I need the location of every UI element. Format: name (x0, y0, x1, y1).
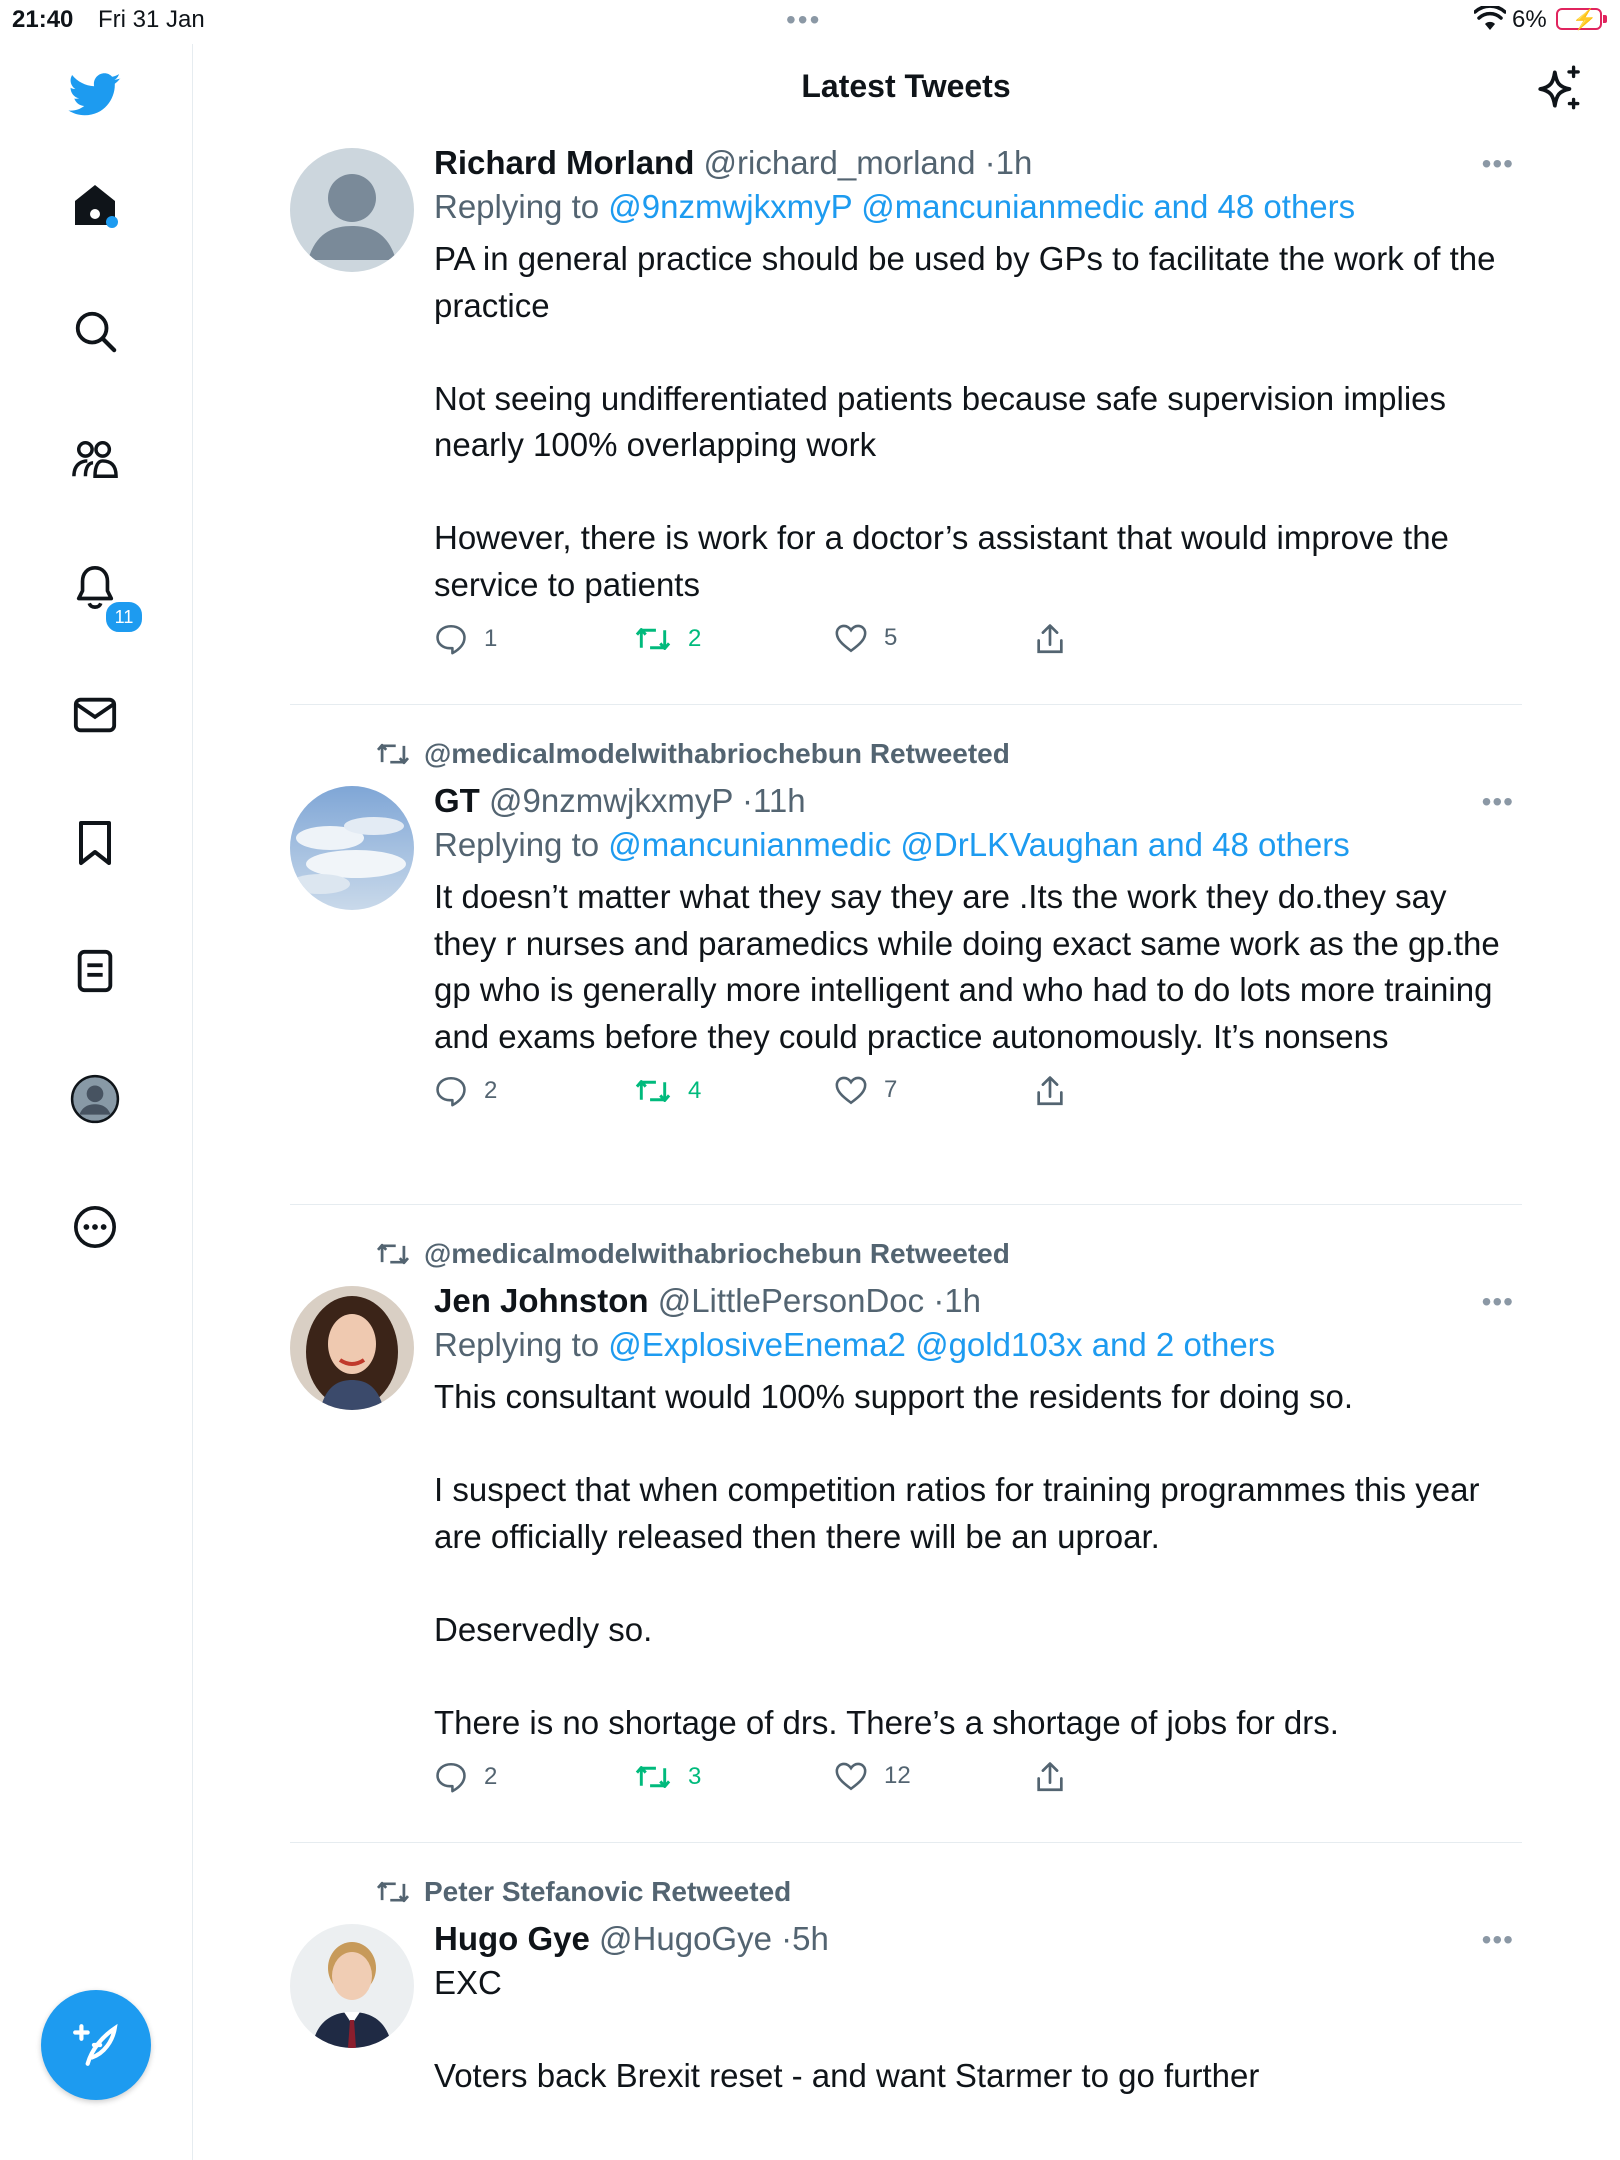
tweet-time: 1h (995, 144, 1033, 181)
replying-to-links[interactable]: @9nzmwjkxmyP @mancunianmedic and 48 others (608, 188, 1356, 225)
tweet-actions (434, 1760, 1514, 1810)
retweet-context (374, 1876, 791, 1908)
wifi-icon (1474, 6, 1506, 32)
like-button[interactable] (834, 1074, 897, 1106)
retweet-icon (374, 739, 412, 769)
reply-icon (434, 1074, 468, 1108)
reply-button[interactable] (434, 622, 497, 656)
share-icon (1034, 1074, 1066, 1108)
retweeted-by[interactable]: @medicalmodelwithabriochebun Retweeted (424, 738, 1010, 769)
heart-icon (834, 1074, 868, 1106)
multitasking-dots-icon[interactable]: ••• (786, 4, 822, 35)
like-count: 5 (884, 624, 898, 651)
profile-avatar-icon[interactable] (66, 1070, 124, 1128)
sidebar (0, 44, 193, 2160)
retweet-count: 3 (688, 1763, 702, 1790)
tweet-time: 5h (792, 1920, 829, 1957)
author-handle[interactable]: @LittlePersonDoc (657, 1282, 925, 1319)
share-icon (1034, 1760, 1066, 1794)
notifications-badge: 11 (104, 600, 144, 634)
tweet-text: This consultant would 100% support the residents for doing so. I suspect that when competition ratios for training programmes this year are officially released then there will be an uproar. Deservedly so. There is no shortage of drs. There’s a shortage of jobs for drs. (434, 1378, 1480, 1741)
retweet-icon (374, 1877, 412, 1907)
battery-percent: 6% (1512, 6, 1547, 33)
author-name[interactable]: Jen Johnston (434, 1282, 649, 1319)
dot-separator: · (781, 1920, 793, 1957)
tweet-header (434, 144, 1514, 182)
retweet-context (374, 1238, 1010, 1270)
status-date: Fri 31 Jan (98, 6, 205, 33)
like-count: 7 (884, 1076, 898, 1103)
lists-icon[interactable] (66, 942, 124, 1000)
page-title: Latest Tweets (801, 68, 1011, 104)
avatar[interactable] (290, 786, 414, 910)
retweeted-by[interactable]: @medicalmodelwithabriochebun Retweeted (424, 1238, 1010, 1269)
compose-feather-icon (71, 2020, 121, 2070)
retweeted-by[interactable]: Peter Stefanovic Retweeted (424, 1876, 792, 1907)
tweet-more-icon[interactable]: ••• (1481, 148, 1514, 179)
retweet-context (374, 738, 1010, 770)
share-button[interactable] (1034, 1760, 1066, 1794)
more-options-icon[interactable] (66, 1198, 124, 1256)
share-icon (1034, 622, 1066, 656)
tweet-header (434, 1920, 1514, 1958)
tweet-time: 11h (752, 782, 806, 819)
tweet-text: It doesn’t matter what they say they are .Its the work they do.they say they r nurses and paramedics while doing exact same work as the gp.the gp who is generally more intelligent and who had to do lots more training and exams before they could practice autonomously. It’s nonsens (434, 878, 1509, 1055)
replying-to (434, 1326, 1514, 1364)
retweet-icon (634, 1760, 672, 1794)
replying-prefix: Replying to (434, 826, 609, 863)
twitter-logo-icon[interactable] (66, 66, 124, 124)
tweet-more-icon[interactable]: ••• (1481, 1924, 1514, 1955)
share-button[interactable] (1034, 622, 1066, 656)
communities-icon[interactable] (66, 430, 124, 488)
replying-to (434, 826, 1514, 864)
reply-count: 1 (484, 625, 498, 652)
reply-icon (434, 1760, 468, 1794)
retweet-button[interactable] (634, 622, 701, 656)
tweet-more-icon[interactable]: ••• (1481, 1286, 1514, 1317)
tweet-text: EXC Voters back Brexit reset - and want Starmer to go further (434, 1964, 1260, 2094)
compose-tweet-button[interactable] (41, 1990, 151, 2100)
replying-prefix: Replying to (434, 188, 609, 225)
replying-to-links[interactable]: @mancunianmedic @DrLKVaughan and 48 others (608, 826, 1350, 863)
home-unread-dot (106, 216, 118, 228)
reply-button[interactable] (434, 1760, 497, 1794)
tweet-more-icon[interactable]: ••• (1481, 786, 1514, 817)
replying-to-links[interactable]: @ExplosiveEnema2 @gold103x and 2 others (608, 1326, 1276, 1363)
heart-icon (834, 1760, 868, 1792)
author-name[interactable]: Hugo Gye (434, 1920, 590, 1957)
retweet-icon (634, 1074, 672, 1108)
reply-icon (434, 622, 468, 656)
messages-envelope-icon[interactable] (66, 686, 124, 744)
retweet-count: 4 (688, 1077, 702, 1104)
reply-button[interactable] (434, 1074, 497, 1108)
retweet-button[interactable] (634, 1760, 701, 1794)
status-bar (0, 0, 1620, 44)
tweet-divider (290, 1842, 1522, 1843)
author-handle[interactable]: @richard_morland (703, 144, 976, 181)
heart-icon (834, 622, 868, 654)
status-time: 21:40 (12, 6, 74, 33)
tweet-actions (434, 1074, 1514, 1124)
like-button[interactable] (834, 1760, 911, 1792)
share-button[interactable] (1034, 1074, 1066, 1108)
avatar[interactable] (290, 1924, 414, 2048)
author-handle[interactable]: @HugoGye (599, 1920, 772, 1957)
bookmarks-icon[interactable] (66, 814, 124, 872)
author-name[interactable]: Richard Morland (434, 144, 695, 181)
dot-separator: · (741, 782, 753, 819)
dot-separator: · (984, 144, 996, 181)
search-icon[interactable] (66, 302, 124, 360)
avatar[interactable] (290, 148, 414, 272)
tweet-divider (290, 1204, 1522, 1205)
retweet-count: 2 (688, 625, 702, 652)
replying-to (434, 188, 1514, 226)
replying-prefix: Replying to (434, 1326, 609, 1363)
battery-icon: ⚡ (1556, 8, 1602, 30)
tweet-text: PA in general practice should be used by GPs to facilitate the work of the practice Not seeing undifferentiated patients because safe supervision implies nearly 100% overlapping work However, there is work for a doctor’s assistant that would improve the service to patients (434, 240, 1496, 603)
retweet-icon (634, 622, 672, 656)
avatar[interactable] (290, 1286, 414, 1410)
tweet-header (434, 782, 1514, 820)
like-button[interactable] (834, 622, 897, 654)
sparkle-timeline-icon[interactable] (1534, 64, 1584, 114)
reply-count: 2 (484, 1077, 498, 1104)
dot-separator: · (933, 1282, 945, 1319)
tweet-time: 1h (944, 1282, 982, 1319)
author-handle[interactable]: @9nzmwjkxmyP (489, 782, 733, 819)
retweet-icon (374, 1239, 412, 1269)
tweet-actions (434, 622, 1514, 672)
reply-count: 2 (484, 1763, 498, 1790)
author-name[interactable]: GT (434, 782, 480, 819)
tweet-header (434, 1282, 1514, 1320)
like-count: 12 (884, 1762, 911, 1789)
tweet-divider (290, 704, 1522, 705)
retweet-button[interactable] (634, 1074, 701, 1108)
